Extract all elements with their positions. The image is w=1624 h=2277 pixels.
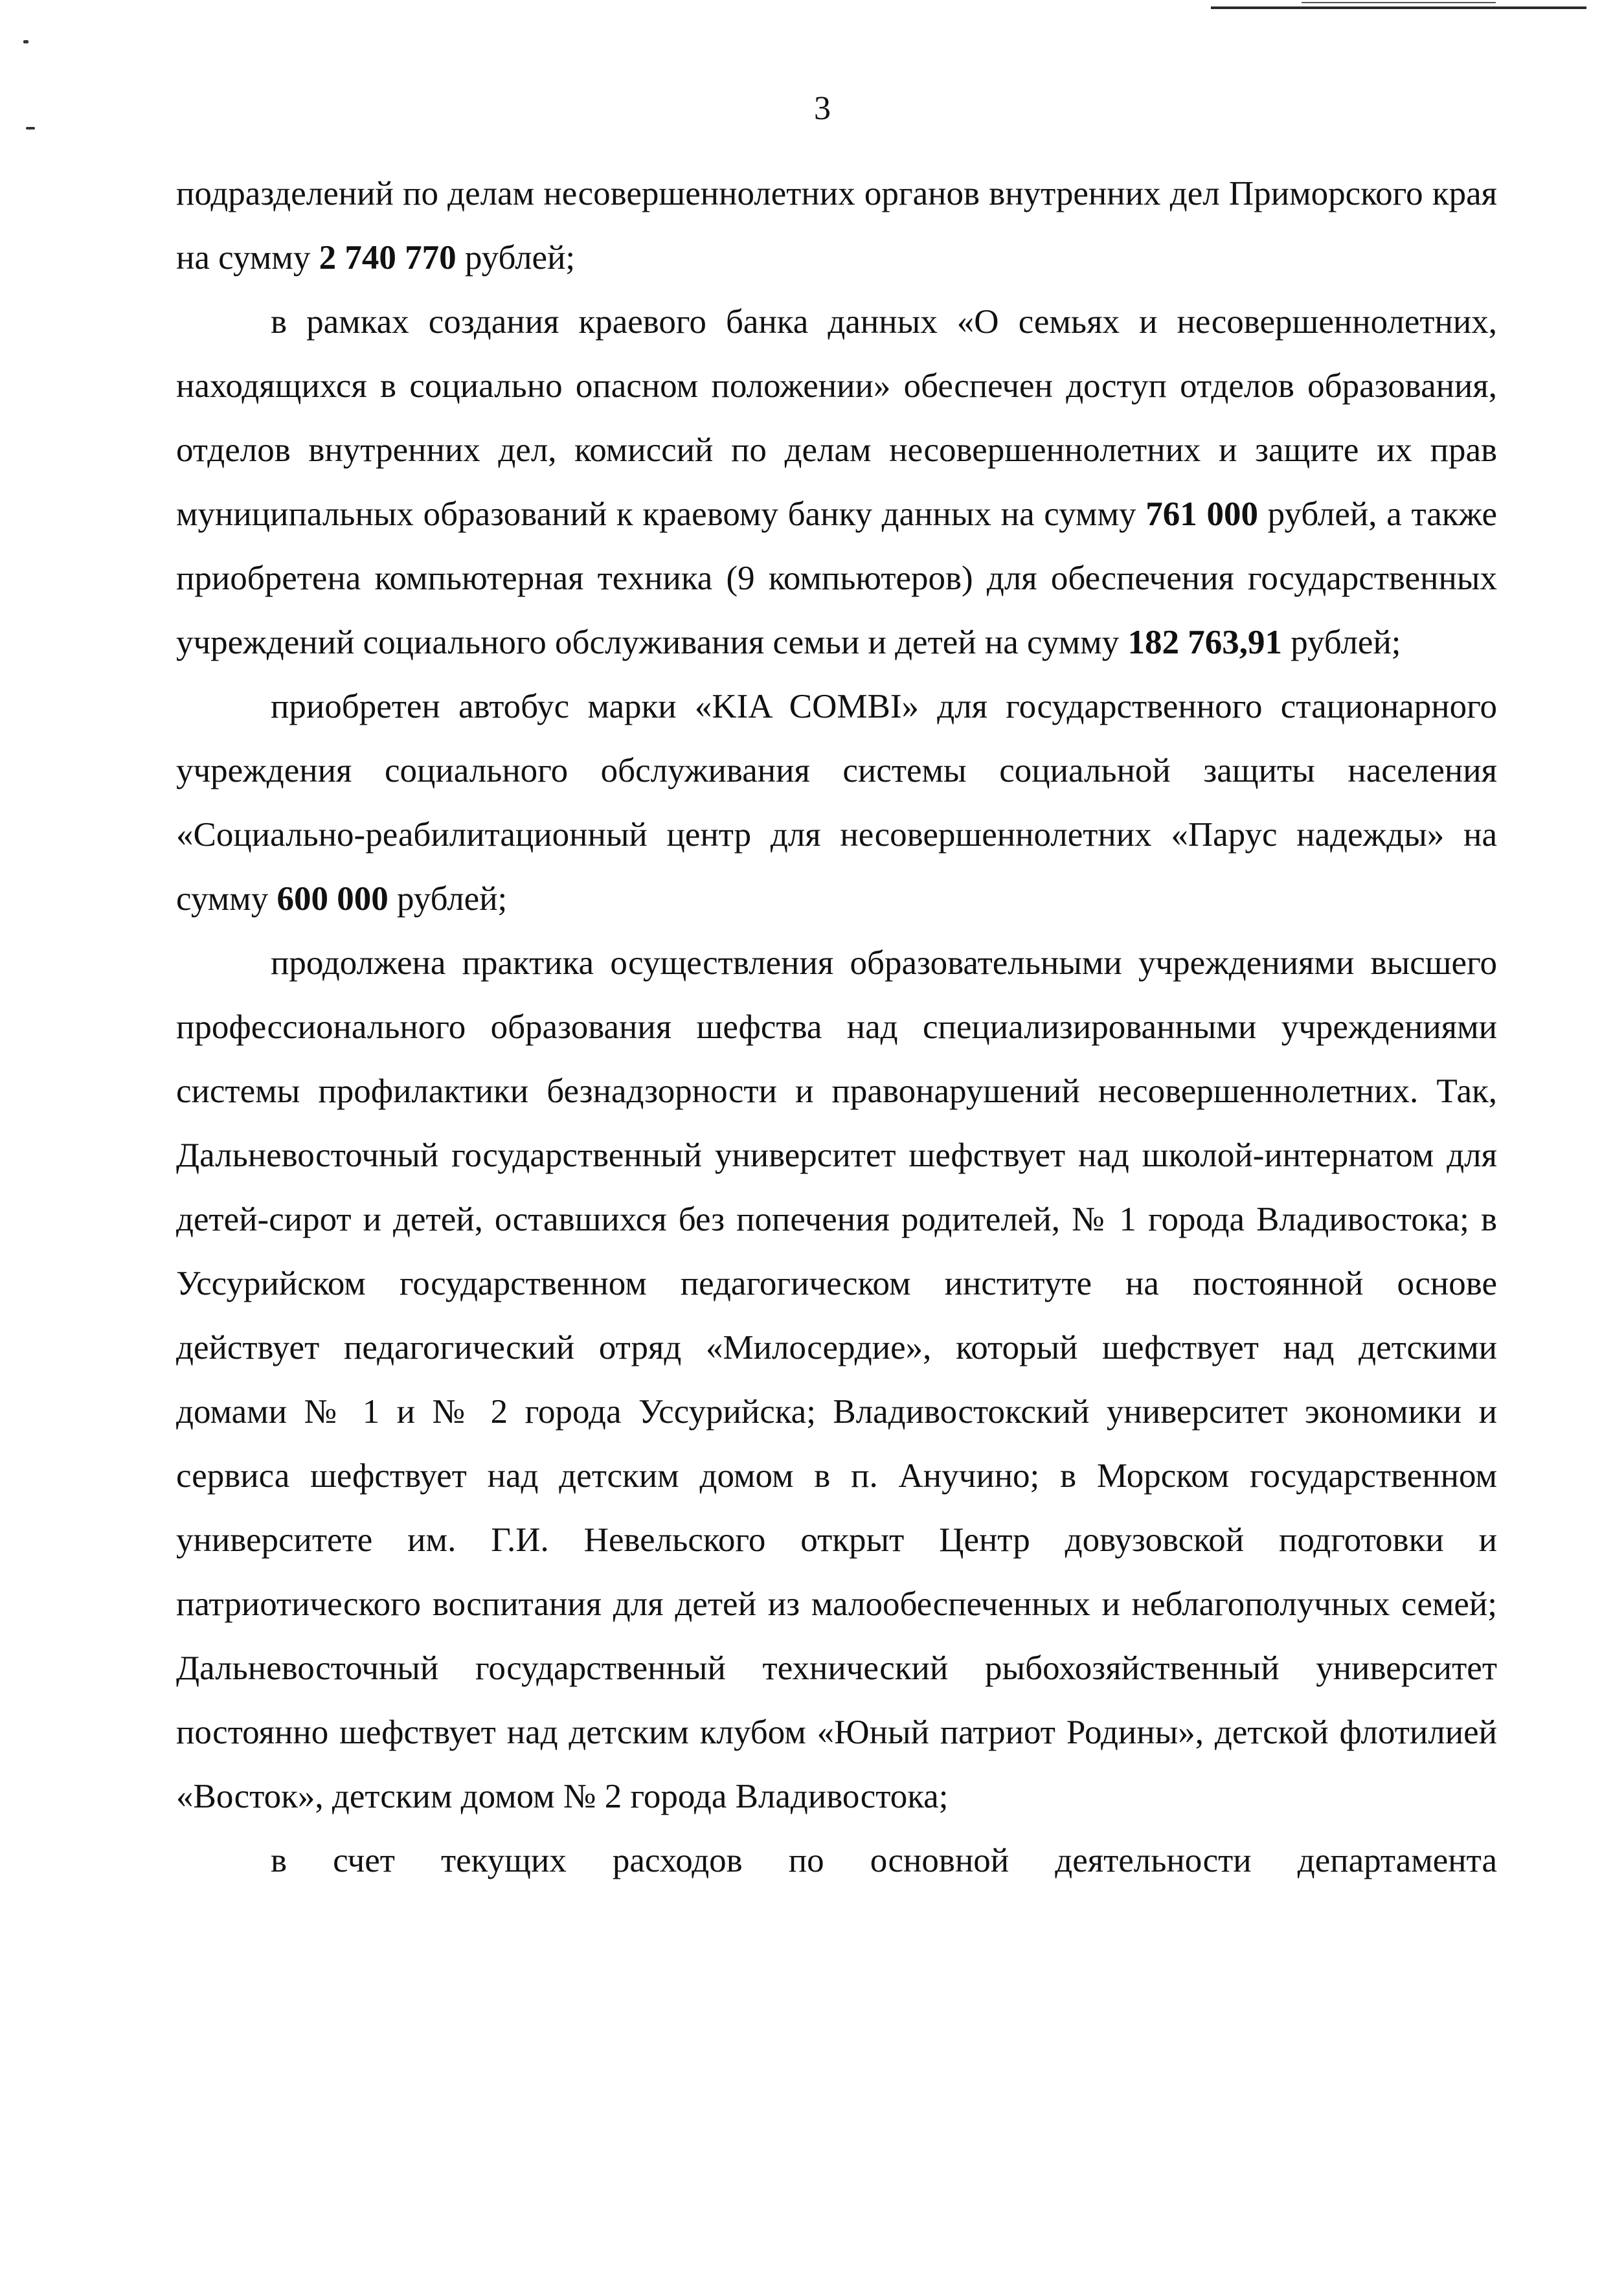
scan-edge-line	[1211, 6, 1586, 9]
paragraph-funding-juvenile-units: подразделений по делам несовершеннолетних органов внутренних дел Приморского края на сумму 2 740 770 рублей;	[176, 175, 1497, 277]
paragraph-university-patronage: продолжена практика осуществления образовательными учреждениями высшего профессионального образования шефства над специализированными учреждениями системы профилактики безнадзорности и правонарушений несовершеннолетних. Так, Дальневосточный государственный университет шефствует над школой-интернатом для детей-сирот и детей, оставшихся без попечения родителей, № 1 города Владивостока; в Уссурийском государственном педагогическом институте на постоянной основе действует педагогический отряд «Милосердие», который шефствует над детскими домами № 1 и № 2 города Уссурийска; Владивостокский университет экономики и сервиса шефствует над детским домом в п. Анучино; в Морском государственном университете им. Г.И. Невельского открыт Центр довузовской подготовки и патриотического воспитания для детей из малообеспеченных и неблагополучных семей; Дальневосточный государственный технический рыбохозяйственный университет постоянно шефствует над детским клубом «Юный патриот Родины», детской флотилией «Восток», детским домом № 2 города Владивостока;	[176, 944, 1497, 1815]
paragraph-regional-databank: в рамках создания краевого банка данных «О семьях и несовершеннолетних, находящихся в социально опасном положении» обеспечен доступ отделов образования, отделов внутренних дел, комиссий по делам несовершеннолетних и защите их прав муниципальных образований к краевому банку данных на сумму 761 000 рублей, а также приобретена компьютерная техника (9 компьютеров) для обеспечения государственных учреждений социального обслуживания семьи и детей на сумму 182 763,91 рублей;	[176, 303, 1497, 661]
page-number: 3	[814, 90, 831, 127]
amount-bold: 2 740 770	[319, 239, 457, 277]
document-body	[176, 162, 1497, 1893]
paragraph-bus-purchase: приобретен автобус марки «KIA COMBI» для государственного стационарного учреждения социального обслуживания системы социальной защиты населения «Социально-реабилитационный центр для несовершеннолетних «Парус надежды» на сумму 600 000 рублей;	[176, 688, 1497, 918]
scan-speck	[26, 127, 35, 130]
scan-edge-line-faint	[1302, 2, 1496, 3]
amount-bold: 600 000	[276, 880, 389, 918]
scan-speck	[23, 40, 28, 43]
amount-bold: 182 763,91	[1127, 624, 1282, 661]
amount-bold: 761 000	[1145, 495, 1258, 533]
paragraph-current-expenses: в счет текущих расходов по основной деятельности департамента	[271, 1842, 1497, 1879]
